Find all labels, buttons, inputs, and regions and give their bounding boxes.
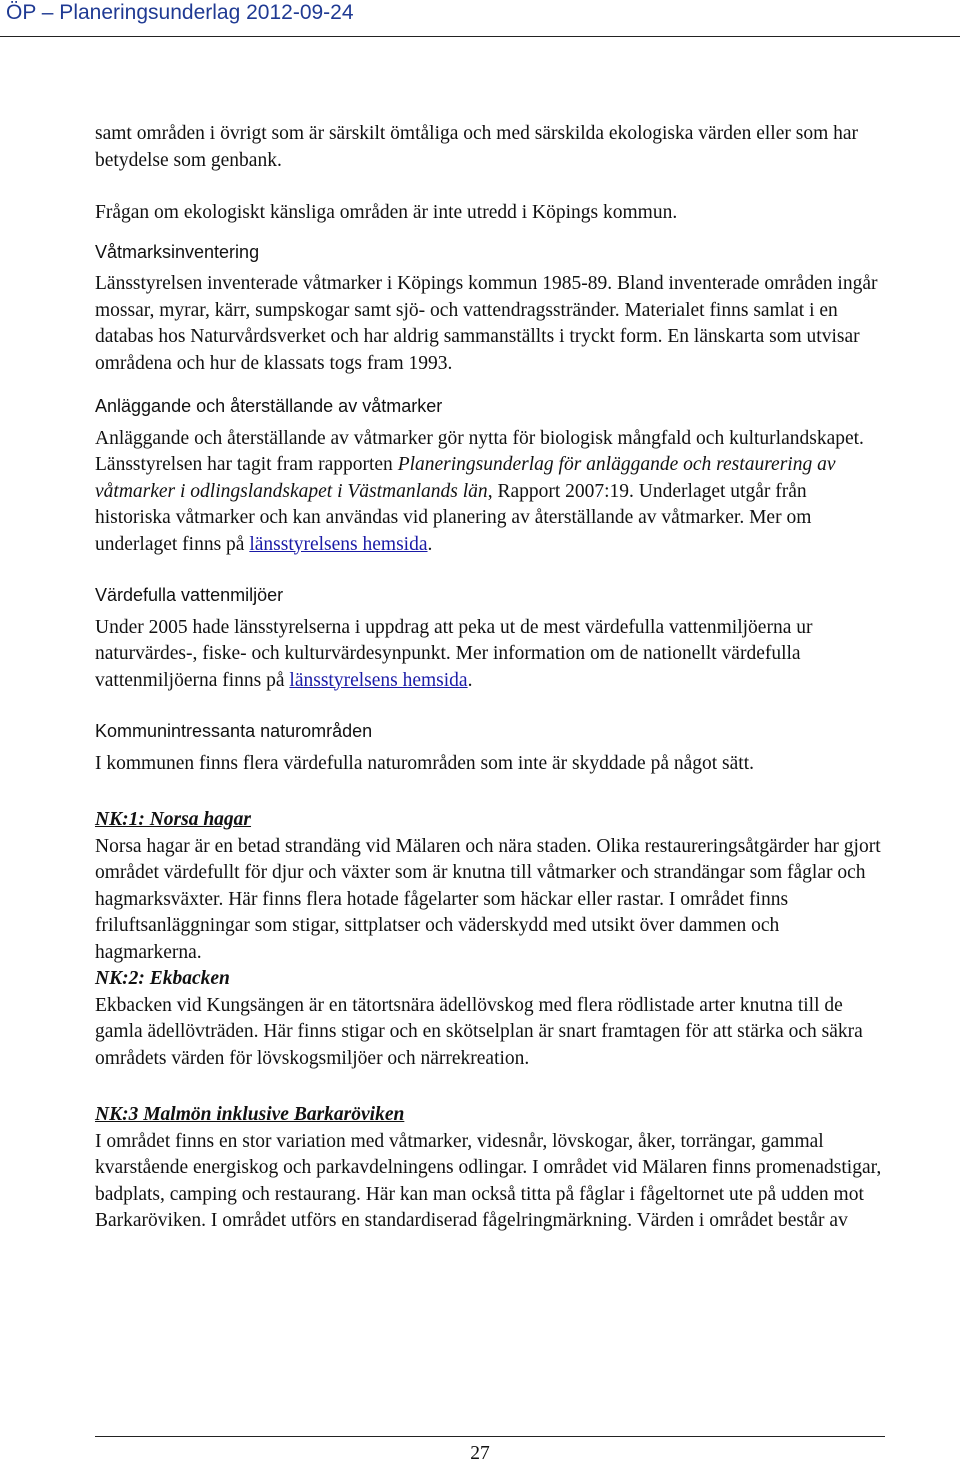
nk2-paragraph: Ekbacken vid Kungsängen är en tätortsnära ädellövskog med flera rödlistade arter knutna till de gamla ädellövträden. Här finns stigar och en skötselplan är snart framtagen för att stärka och säkra områdets värden för lövskogsmiljöer och närrekreation. bbox=[95, 994, 863, 1069]
municipal-areas-paragraph: I kommunen finns flera värdefulla naturområden som inte är skyddade på något sätt. bbox=[95, 752, 755, 774]
water-environments-heading: Värdefulla vattenmiljöer bbox=[95, 585, 284, 605]
nk3-paragraph: I området finns en stor variation med våtmarker, videsnår, lövskogar, åker, torrängar, gammal kvarstående energiskog och parkavdelningens odlingar. I området vid Mälaren finns promenadstigar, badplats, camping och restaurang. Här kan man också titta på fåglar i fågeltornet ute på udden mot Barkaröviken. I området utförs en standardiserad fågelringmärkning. Värden i området består av bbox=[95, 1130, 882, 1231]
page-header bbox=[0, 0, 960, 40]
intro-paragraph: samt områden i övrigt som är särskilt ömtåliga och med särskilda ekologiska värden eller som har betydelse som genbank. bbox=[95, 123, 859, 171]
footer-divider bbox=[95, 1436, 885, 1437]
nk1-paragraph: Norsa hagar är en betad strandäng vid Mälaren och nära staden. Olika restaureringsåtgärder har gjort området värdefullt för djur och växter som är knutna till våtmarker och strandängar som fåglar och hagmarksväxter. Här finns flera hotade fågelarter som häckar eller rastar. I området finns friluftsanläggningar som stigar, sittplatser och väderskydd med utsikt över dammen och hagmarkerna. bbox=[95, 835, 881, 963]
municipal-areas-heading: Kommunintressanta naturområden bbox=[95, 721, 373, 741]
nk2-title: NK:2: Ekbacken bbox=[95, 968, 230, 989]
nk1-title: NK:1: Norsa hagar bbox=[95, 809, 252, 830]
page-number: 27 bbox=[470, 1443, 490, 1464]
intro-statement: Frågan om ekologiskt känsliga områden är inte utredd i Köpings kommun. bbox=[95, 202, 678, 223]
wetland-inventory-heading: Våtmarksinventering bbox=[95, 241, 260, 262]
wetland-inventory-paragraph: Länsstyrelsen inventerade våtmarker i Köpings kommun 1985-89. Bland inventerade områden ingår mossar, myrar, kärr, sumpskogar samt sjö- och vattendragsstränder. Materialet finns samlat i en databas hos Naturvårdsverket och har aldrig sammanställts i tryckt form. En länskarta som utvisar områdena och hur de klassats togs fram 1993. bbox=[95, 273, 878, 374]
wetland-restoration-heading: Anläggande och återställande av våtmarker bbox=[95, 396, 443, 416]
wetland-restoration-paragraph: Anläggande och återställande av våtmarker gör nytta för biologisk mångfald och kulturlandskapet. Länsstyrelsen har tagit fram rapporten Planeringsunderlag för anläggande och restaurering av våtmarker i odlingslandskapet i Västmanlands län, Rapport 2007:19. Underlaget utgår från historiska våtmarker och kan användas vid planering av återställande av våtmarker. Mer om underlaget finns på länsstyrelsens hemsida. bbox=[95, 427, 864, 555]
header-divider bbox=[0, 36, 960, 37]
lansstyrelsen-link[interactable]: länsstyrelsens hemsida bbox=[289, 669, 468, 691]
report-title: Planeringsunderlag för anläggande och restaurering av våtmarker i odlingslandskapet i Västmanlands län bbox=[95, 454, 836, 502]
water-environments-paragraph: Under 2005 hade länsstyrelserna i uppdrag att peka ut de mest värdefulla vattenmiljöerna ur naturvärdes-, fiske- och kulturvärdesynpunkt. Mer information om de nationellt värdefulla vattenmiljöerna finns på länsstyrelsens hemsida. bbox=[95, 616, 813, 691]
document-body bbox=[95, 121, 885, 1235]
header-title: ÖP – Planeringsunderlag 2012-09-24 bbox=[6, 1, 354, 24]
nk3-title: NK:3 Malmön inklusive Barkaröviken bbox=[95, 1104, 405, 1125]
lansstyrelsen-link[interactable]: länsstyrelsens hemsida bbox=[249, 533, 428, 555]
